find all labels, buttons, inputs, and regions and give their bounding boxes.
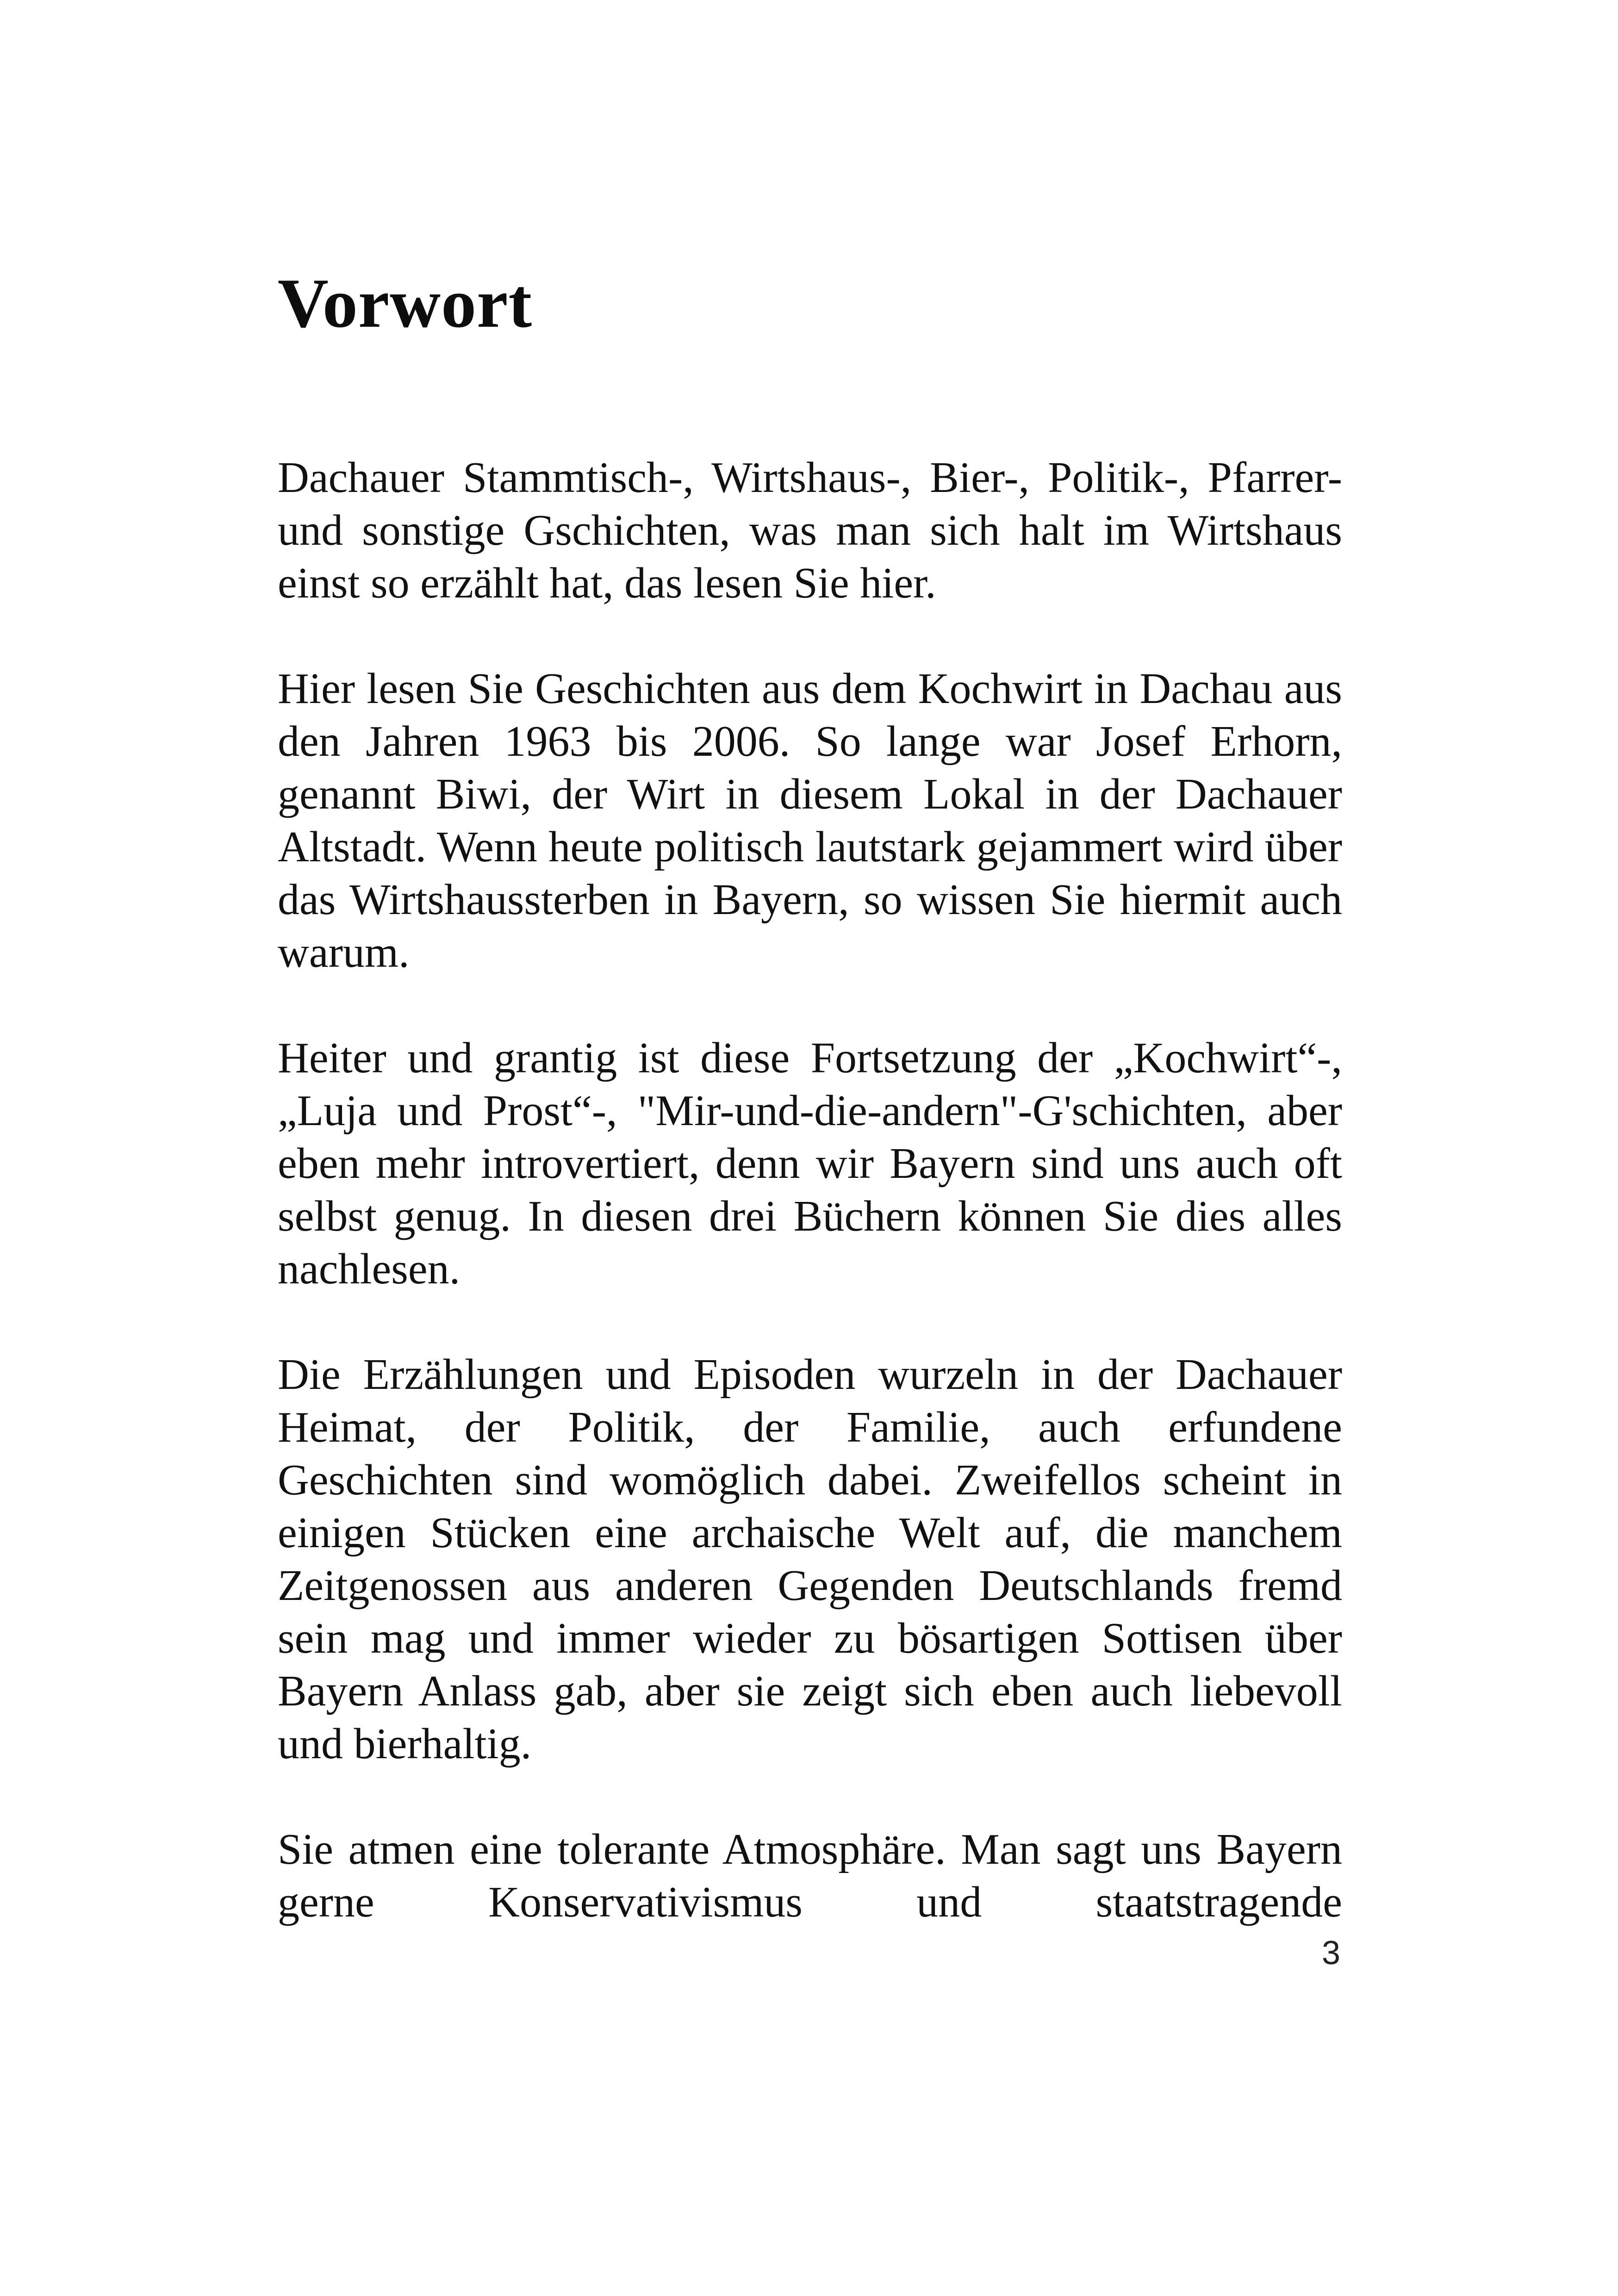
paragraph-1: Dachauer Stammtisch-, Wirtshaus-, Bier-, Politik-, Pfarrer- und sonstige Gschichten, was man sich halt im Wirtshaus einst so erzählt hat, das lesen Sie hier. bbox=[278, 454, 1342, 607]
paragraph-3: Heiter und grantig ist diese Fortsetzung der „Kochwirt“-, „Luja und Prost“-, "Mir-und-die-andern"-G'schichten, aber eben mehr introvertiert, denn wir Bayern sind uns auch oft selbst genug. In diesen drei Büchern können Sie dies alles nachlesen. bbox=[278, 1034, 1342, 1293]
body-text bbox=[278, 451, 1342, 1929]
paragraph-4: Die Erzählungen und Episoden wurzeln in der Dachauer Heimat, der Politik, der Familie, auch erfundene Geschichten sind womöglich dabei. Zweifellos scheint in einigen Stücken eine archaische Welt auf, die manchem Zeitgenossen aus anderen Gegenden Deutschlands fremd sein mag und immer wieder zu bösartigen Sottisen über Bayern Anlass gab, aber sie zeigt sich eben auch liebevoll und bierhaltig. bbox=[278, 1350, 1342, 1768]
paragraph-2: Hier lesen Sie Geschichten aus dem Kochwirt in Dachau aus den Jahren 1963 bis 2006. So lange war Josef Erhorn, genannt Biwi, der Wirt in diesem Lokal in der Dachauer Altstadt. Wenn heute politisch lautstark gejammert wird über das Wirtshaussterben in Bayern, so wissen Sie hiermit auch warum. bbox=[278, 665, 1342, 977]
page-number: 3 bbox=[1321, 1935, 1342, 1972]
page-text-block bbox=[278, 259, 1342, 1929]
paragraph-5: Sie atmen eine tolerante Atmosphäre. Man sagt uns Bayern gerne Konservativismus und staatstragende bbox=[278, 1825, 1342, 1926]
chapter-title: Vorwort bbox=[278, 264, 533, 342]
